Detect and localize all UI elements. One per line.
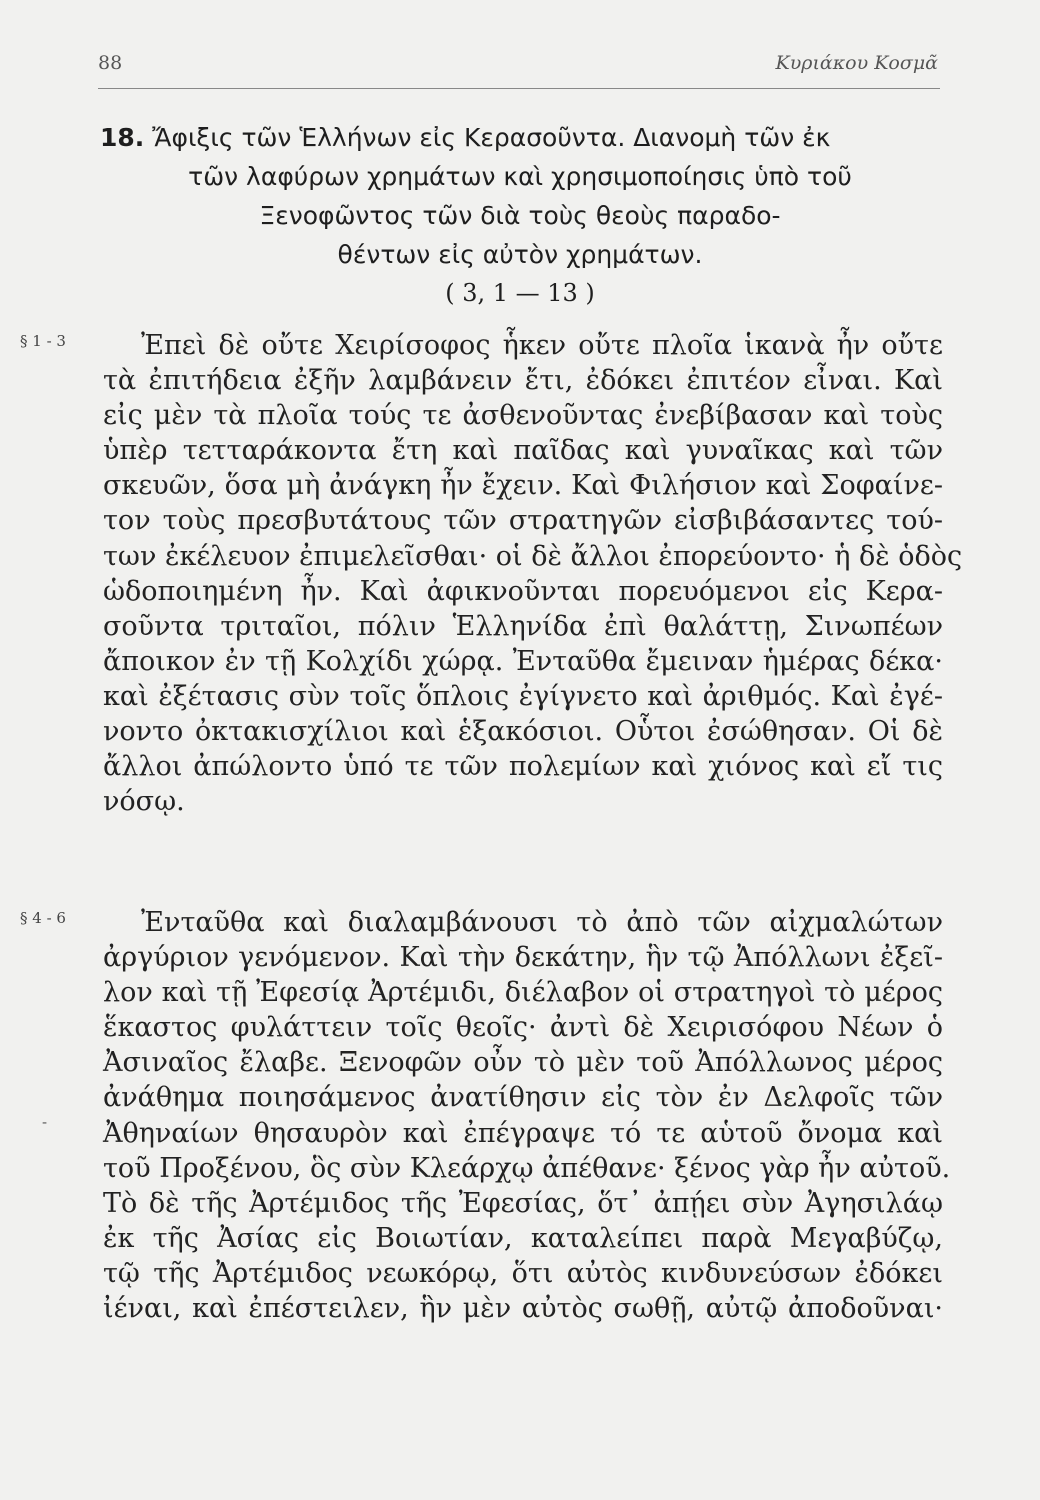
text-line: των ἐκέλευον ἐπιμελεῖσθαι· οἱ δὲ ἄλλοι ἐπορεύοντο· ἡ δὲ ὁδὸς xyxy=(103,540,963,572)
text-line: ἀνάθημα ποιησάμενος ἀνατίθησιν εἰς τὸν ἐν Δελφοῖς τῶν xyxy=(103,1082,943,1114)
section-marker: § 1 - 3 xyxy=(20,332,66,350)
section-heading xyxy=(100,118,940,313)
text-line: Τὸ δὲ τῆς Ἀρτέμιδος τῆς Ἐφεσίας, ὅτ᾽ ἀπῄει σὺν Ἀγησιλάῳ xyxy=(103,1187,943,1219)
text-line: Ἐπεὶ δὲ οὔτε Χειρίσοφος ἧκεν οὔτε πλοῖα ἱκανὰ ἦν οὔτε xyxy=(141,330,943,361)
section-marker: § 4 - 6 xyxy=(20,909,66,927)
heading-line: τῶν λαφύρων χρημάτων καὶ χρησιμοποίησις ὑπὸ τοῦ xyxy=(188,162,852,191)
page-number: 88 xyxy=(98,52,123,74)
text-line: Ἀθηναίων θησαυρὸν καὶ ἐπέγραψε τό τε αὑτοῦ ὄνομα καὶ xyxy=(103,1117,943,1149)
header-rule xyxy=(98,88,940,89)
text-line: εἰς μὲν τὰ πλοῖα τούς τε ἀσθενοῦντας ἐνεβίβασαν καὶ τοὺς xyxy=(103,400,943,432)
heading-line xyxy=(100,118,940,157)
text-line: τοῦ Προξένου, ὃς σὺν Κλεάρχῳ ἀπέθανε· ξένος γὰρ ἦν αὐτοῦ. xyxy=(103,1152,951,1184)
text-line: ἰέναι, καὶ ἐπέστειλεν, ἣν μὲν αὐτὸς σωθῇ, αὐτῷ ἀποδοῦναι· xyxy=(103,1293,943,1325)
text-line: σκευῶν, ὅσα μὴ ἀνάγκη ἦν ἔχειν. Καὶ Φιλήσιον καὶ Σοφαίνε- xyxy=(103,470,943,502)
running-head: Κυριάκου Κοσμᾶ xyxy=(775,52,938,74)
heading-line: Ξενοφῶντος τῶν διὰ τοὺς θεοὺς παραδο- xyxy=(259,201,781,230)
text-line: τον τοὺς πρεσβυτάτους τῶν στρατηγῶν εἰσβιβάσαντες τού- xyxy=(103,505,943,537)
text-line: ἕκαστος φυλάττειν τοῖς θεοῖς· ἀντὶ δὲ Χειρισόφου Νέων ὁ xyxy=(103,1012,943,1044)
text-line: τῷ τῆς Ἀρτέμιδος νεωκόρῳ, ὅτι αὐτὸς κινδυνεύσων ἐδόκει xyxy=(103,1257,943,1289)
text-line: καὶ ἐξέτασις σὺν τοῖς ὅπλοις ἐγίγνετο καὶ ἀριθμός. Καὶ ἐγέ- xyxy=(103,680,943,712)
text-line: νοντο ὀκτακισχίλιοι καὶ ἑξακόσιοι. Οὗτοι ἐσώθησαν. Οἱ δὲ xyxy=(103,716,943,748)
text-line: Ἀσιναῖος ἔλαβε. Ξενοφῶν οὖν τὸ μὲν τοῦ Ἀπόλλωνος μέρος xyxy=(103,1047,943,1079)
text-line: ἀργύριον γενόμενον. Καὶ τὴν δεκάτην, ἣν τῷ Ἀπόλλωνι ἐξεῖ- xyxy=(103,942,943,974)
heading-line: θέντων εἰς αὐτὸν χρημάτων. xyxy=(337,240,703,269)
heading-text: Ἄφιξις τῶν Ἑλλήνων εἰς Κερασοῦντα. Διανομὴ τῶν ἐκ xyxy=(152,123,831,152)
text-line: ἐκ τῆς Ἀσίας εἰς Βοιωτίαν, καταλείπει παρὰ Μεγαβύζῳ, xyxy=(103,1222,943,1254)
text-line: λον καὶ τῇ Ἐφεσίᾳ Ἀρτέμιδι, διέλαβον οἱ στρατηγοὶ τὸ μέρος xyxy=(103,977,943,1009)
section-number: 18. xyxy=(100,123,145,152)
paragraph xyxy=(103,905,951,1326)
margin-dash: - xyxy=(42,1113,48,1131)
source-reference: ( 3, 1 — 13 ) xyxy=(445,279,595,307)
text-line: ἄλλοι ἀπώλοντο ὑπό τε τῶν πολεμίων καὶ χιόνος καὶ εἴ τις xyxy=(103,751,943,783)
text-line: ὑπὲρ τετταράκοντα ἔτη καὶ παῖδας καὶ γυναῖκας καὶ τῶν xyxy=(103,435,943,467)
text-line: ἄποικον ἐν τῇ Κολχίδι χώρᾳ. Ἐνταῦθα ἔμειναν ἡμέρας δέκα· xyxy=(103,645,943,677)
text-line: τὰ ἐπιτήδεια ἐξῆν λαμβάνειν ἔτι, ἐδόκει ἐπιτέον εἶναι. Καὶ xyxy=(103,365,943,397)
paragraph xyxy=(103,328,963,819)
text-line: νόσῳ. xyxy=(103,786,185,818)
text-line: Ἐνταῦθα καὶ διαλαμβάνουσι τὸ ἀπὸ τῶν αἰχμαλώτων xyxy=(141,907,943,938)
text-line: ὡδοποιημένη ἦν. Καὶ ἀφικνοῦνται πορευόμενοι εἰς Κερα- xyxy=(103,575,943,607)
page-header xyxy=(98,52,938,82)
text-line: σοῦντα τριταῖοι, πόλιν Ἑλληνίδα ἐπὶ θαλάττῃ, Σινωπέων xyxy=(103,610,943,642)
